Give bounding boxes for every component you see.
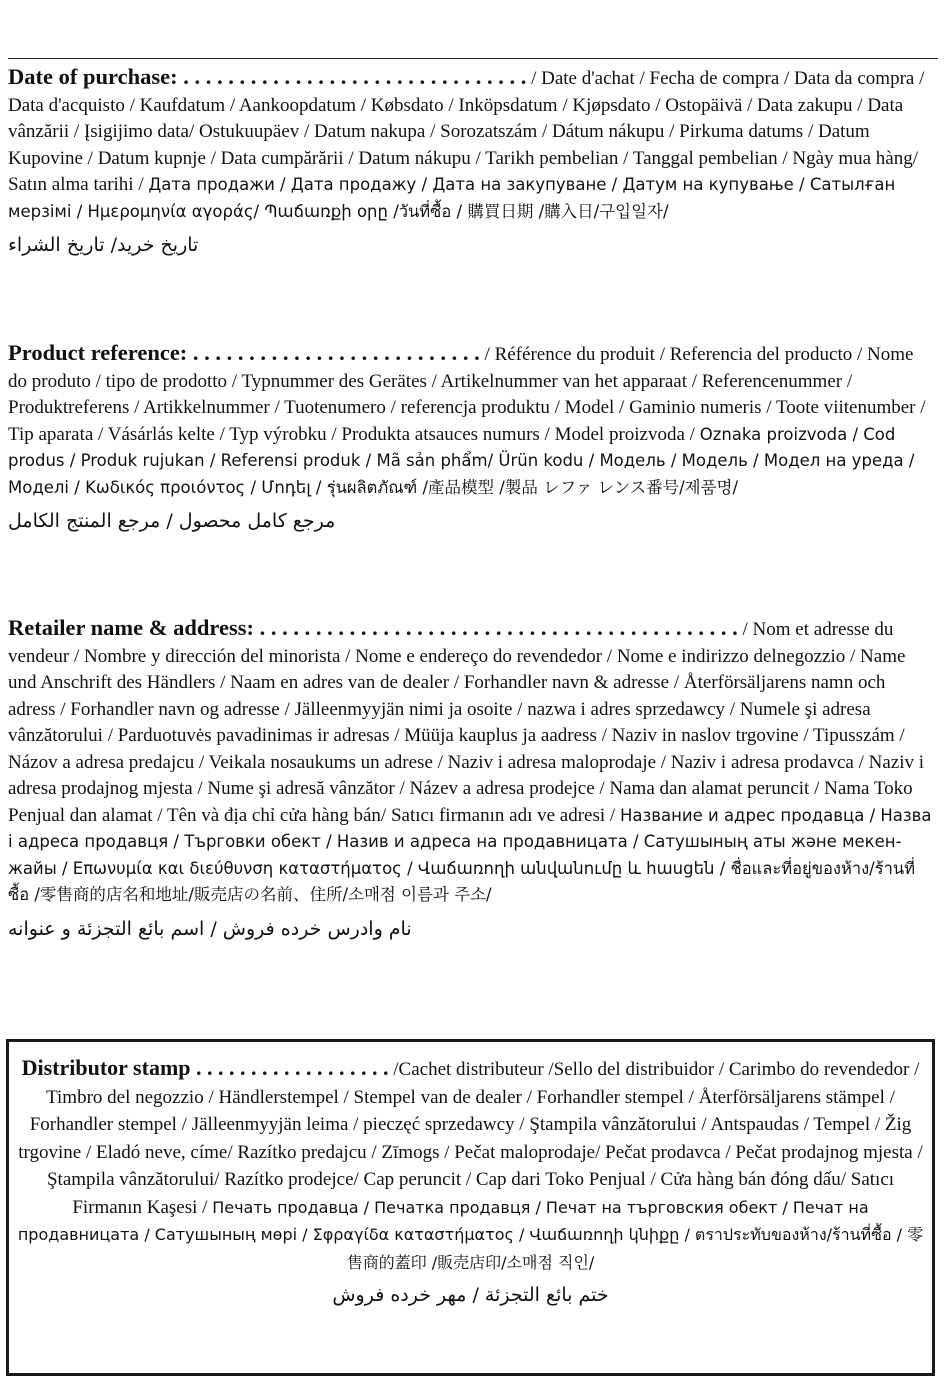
product-reference-label: Product reference: . . . . . . . . . . . . . . . . . . . . . . . . . . [8, 340, 480, 365]
distributor-stamp-arabic: ختم بائع التجزئة / مهر خرده فروش [332, 1284, 609, 1306]
retailer-label: Retailer name & address: . . . . . . . . . . . . . . . . . . . . . . . . . . . . . . . . . . . . . . . . . . . [8, 615, 738, 640]
product-reference-translations-intl: Oznaka proizvoda / Cod produs / Produk rujukan / Referensi produk / Mã sản phẩm/ Ürün kodu / Модель / Модель / Модел на уреда / Моделі / Κωδικός προιόντος / Մոդել / รุ่นผลิตภัณฑ์ /產品模型 /製品 レファ レンス番号/제품명/ [8, 424, 915, 497]
distributor-stamp-box [6, 1039, 935, 1376]
date-of-purchase-label: Date of purchase: . . . . . . . . . . . . . . . . . . . . . . . . . . . . . . . [8, 64, 527, 89]
distributor-stamp-label: Distributor stamp . . . . . . . . . . . . . . . . . . [21, 1055, 389, 1080]
date-of-purchase-arabic: تاريخ خريد/ تاريخ الشراء [8, 234, 199, 256]
top-rule [8, 58, 938, 59]
distributor-stamp-translations: /Cachet distributeur /Sello del distribuidor / Carimbo do revendedor / Timbro del negozzio / Händlerstempel / Stempel van de dealer / Forhandler stempel / Återförsäljarens stämpel / Forhandler stempel / Jälleenmyyjän leima / pieczęć sprzedawcy / Ştampila vânzătorului / Antspaudas / Tempel / Žig trgovine / Eladó neve, címe/ Razítko predajcu / Zīmogs / Pečat maloprodaje/ Pečat prodavca / Pečat prodajnog mjesta / Ştampila vânzătorului/ Razítko prodejce/ Cap peruncit / Cap dari Toko Penjual / Cửa hàng bán đóng dấu/ Satıcı Firmanın Kaşesi / [18, 1059, 923, 1218]
product-reference-arabic: مرجع كامل محصول / مرجع المنتج الكامل [8, 510, 336, 532]
date-of-purchase-section [8, 64, 932, 265]
retailer-arabic: نام وادرس خرده فروش / اسم بائع التجزئة و عنوانه [8, 917, 412, 940]
product-reference-section [8, 340, 932, 541]
retailer-translations: / Nom et adresse du vendeur / Nombre y dirección del minorista / Nome e endereço do revendedor / Nome e indirizzo delnegozzio / Name und Anschrift des Händlers / Naam en adres van de dealer / Forhandler navn & adresse / Återförsäljarens namn och adress / Forhandler navn og adresse / Jälleenmyyjän nimi ja osoite / nazwa i adres sprzedawcy / Numele şi adresa vânzătorului / Parduotuvės pavadinimas ir adresas / Müüja kauplus ja aadress / Naziv in naslov trgovine / Tipusszám / Názov a adresa predajcu / Veikala nosaukums un adrese / Naziv i adresa maloprodaje / Naziv i adresa prodavca / Naziv i adresa prodajnog mjesta / Nume şi adresă vânzător / Název a adresa prodejce / Nama dan alamat peruncit / Nama Toko Penjual dan alamat / Tên và địa chỉ cửa hàng bán/ Satıcı firmanın adı ve adresi / [8, 619, 925, 826]
product-reference-translations: / Référence du produit / Referencia del producto / Nome do produto / tipo de prodotto / Typnummer des Gerätes / Artikelnummer van het apparaat / Referencenummer / Produktreferens / Artikkelnummer / Tuotenumero / referencja produktu / Model / Gaminio numeris / Toote viitenumber / Tip aparata / Vásárlás kelte / Typ výrobku / Produkta atsauces numurs / Model proizvoda / [8, 344, 926, 445]
date-of-purchase-translations: / Date d'achat / Fecha de compra / Data da compra / Data d'acquisto / Kaufdatum / Aankoopdatum / Købsdato / Inköpsdatum / Kjøpsdato / Ostopäivä / Data zakupu / Data vânzării / Įsigijimo data/ Ostukuupäev / Datum nakupa / Sorozatszám / Dátum nákupu / Pirkuma datums / Datum Kupovine / Datum kupnje / Data cumpărării / Datum nákupu / Tarikh pembelian / Tanggal pembelian / Ngày mua hàng/ Satın alma tarihi / [8, 68, 925, 195]
date-of-purchase-translations-intl: Дата продажи / Дата продажу / Дата на закупуване / Датум на купување / Сатылған мерзімі / Ημερομηνία αγοράς/ Պաճառքի օրը /วันที่ซื้อ / 購買日期 /購入日/구입일자/ [8, 175, 896, 221]
retailer-translations-intl: Название и адрес продавца / Назва і адреса продавця / Търговки обект / Назив и адреса на продавницата / Сатушының аты және мекен-жайы / Επωνυμία και διεύθυνση καταστήματος / Վաճառողի անվանումը և հասցեն / ชื่อและที่อยู่ของห้าง/ร้านที่ซื้อ /零售商的店名和地址/販売店の名前、住所/소매점 이름과 주소/ [8, 805, 932, 904]
retailer-section [8, 615, 932, 949]
distributor-stamp-translations-intl: Печать продавца / Печатка продавця / Печат на търговския обект / Печат на продавницата / Сатушының мөрі / Σφραγίδα καταστήματος / Վաճառողի կնիքը / ตราประทับของห้าง/ร้านที่ซื้อ / 零售商的蓋印 /販売店印/소매점 직인/ [17, 1197, 924, 1272]
